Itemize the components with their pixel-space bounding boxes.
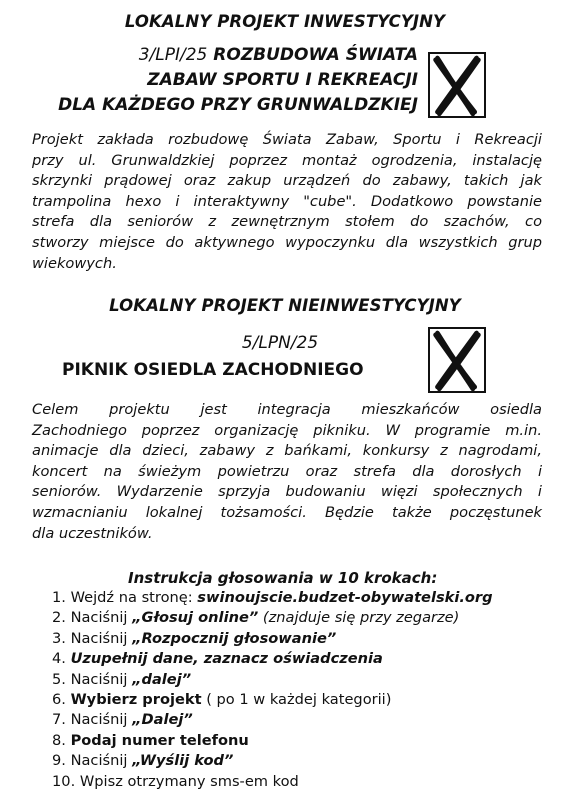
desc-line: strefa dla seniorów z zewnętrznym stołem do szachów, co [32,213,542,231]
step-2 [52,608,493,628]
instructions-title: Instrukcja głosowania w 10 krokach: [128,569,438,587]
step-8 [52,731,493,751]
desc-line: animacje dla dzieci, zabawy z bańkami, konkursy z nagrodami, [32,442,542,460]
step-7 [52,710,493,730]
step-10 [52,772,493,792]
step-text: 9. Naciśnij [52,752,133,770]
project2-description [32,400,542,544]
desc-line: przy ul. Grunwaldzkiej poprzez montaż ogrodzenia, instalację [32,151,542,169]
desc-line: seniorów. Wydarzenie sprzyja budowaniu więzi społecznych i [32,483,542,501]
step-text: 6. [52,691,71,709]
x-mark-icon [430,54,484,116]
step-text: 8. [52,731,71,749]
step-emphasis: „Dalej” [132,711,193,729]
step-emphasis: Podaj numer telefonu [70,731,249,749]
desc-line: stworzy miejsce do aktywnego wypoczynku dla wszystkich grup [32,233,542,251]
project2-vote-checkbox[interactable] [428,327,486,393]
desc-line: skrzynki prądowej oraz zakup urządzeń do zabawy, takich jak [32,172,542,190]
desc-line: koncert na świeżym powietrzu oraz strefa dla dorosłych i [32,462,542,480]
step-5 [52,670,493,690]
step-emphasis: „Wyślij kod” [132,752,234,770]
step-note: ( po 1 w każdej kategorii) [201,691,392,709]
step-note: (znajduje się przy zegarze) [258,609,460,627]
website-link[interactable]: swinoujscie.budzet-obywatelski.org [197,589,493,606]
desc-line: Projekt zakłada rozbudowę Świata Zabaw, Sportu i Rekreacji [32,131,542,148]
project1-description [32,130,542,274]
step-text: 10. Wpisz otrzymany sms-em kod [52,772,299,790]
project1-heading: LOKALNY PROJEKT INWESTYCYJNY [124,12,446,31]
project1-title-line2: ZABAW SPORTU I REKREACJI [147,70,418,90]
desc-line: wiekowych. [32,254,117,272]
desc-line: Zachodniego poprzez organizację pikniku. W programie m.in. [32,421,542,439]
step-emphasis: „Głosuj online” [132,609,259,627]
step-emphasis: „Rozpocznij głosowanie” [132,629,337,647]
project1-title-line1 [139,45,418,65]
project1-title-line3: DLA KAŻDEGO PRZY GRUNWALDZKIEJ [58,95,418,115]
step-emphasis: Wybierz projekt [70,691,202,709]
step-emphasis: Uzupełnij dane, zaznacz oświadczenia [70,650,383,668]
project2-code: 5/LPN/25 [241,333,319,353]
x-mark-icon [430,329,484,391]
step-emphasis: „dalej” [132,670,192,688]
project1-code: 3/LPI/25 [138,45,208,65]
step-text: 5. Naciśnij [52,670,133,688]
project2-heading: LOKALNY PROJEKT NIEINWESTYCYJNY [109,296,461,315]
desc-line: wzmacnianiu lokalnej tożsamości. Będzie także poczęstunek [32,503,542,521]
desc-line: dla uczestników. [32,524,153,542]
step-1 [52,588,493,608]
step-text: 1. Wejdź na stronę: [52,589,198,606]
step-4 [52,649,493,669]
step-text: 7. Naciśnij [52,711,133,729]
step-text: 3. Naciśnij [52,629,133,647]
step-text: 2. Naciśnij [52,609,133,627]
desc-line: trampolina hexo i interaktywny "cube". Dodatkowo powstanie [32,192,542,210]
step-9 [52,751,493,771]
project1-title-part1: ROZBUDOWA ŚWIATA [213,45,418,65]
desc-line: Celem projektu jest integracja mieszkańców osiedla [32,401,542,418]
step-3 [52,629,493,649]
instructions-steps [52,588,493,792]
project1-vote-checkbox[interactable] [428,52,486,118]
step-text: 4. [52,650,71,668]
step-6 [52,690,493,710]
project2-title: PIKNIK OSIEDLA ZACHODNIEGO [62,360,364,380]
